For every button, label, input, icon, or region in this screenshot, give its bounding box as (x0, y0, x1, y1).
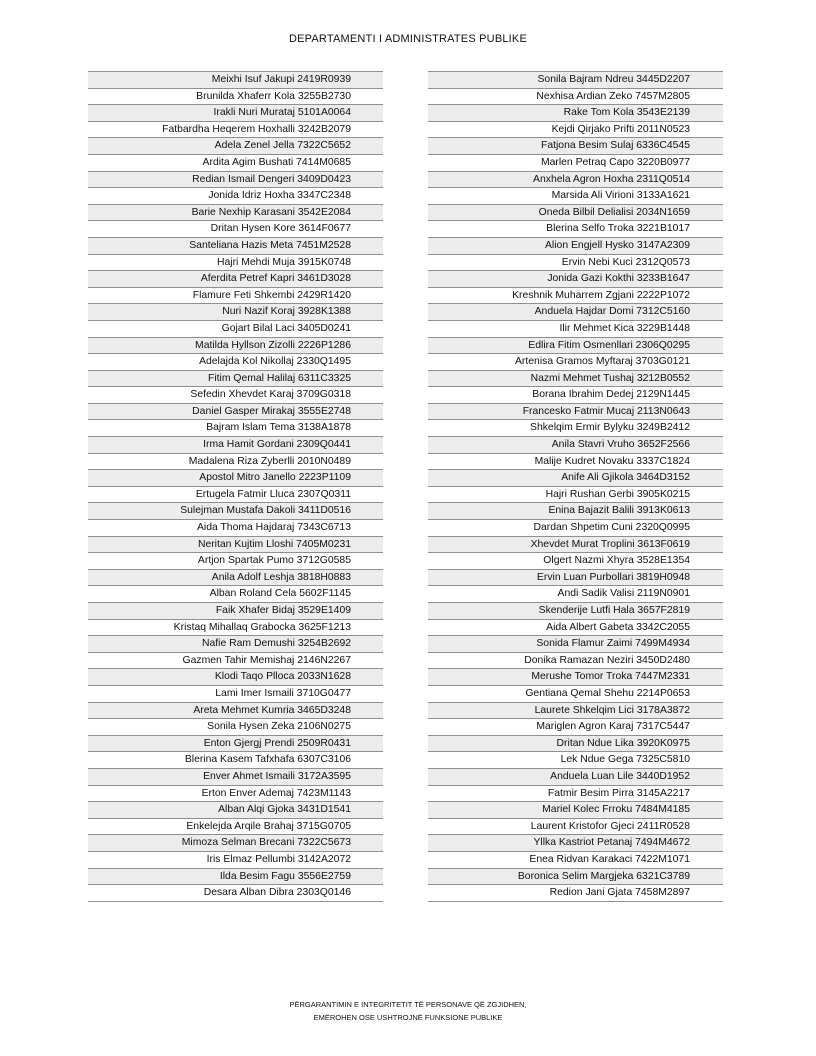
list-row: Flamure Feti Shkembi 2429R1420 (88, 288, 383, 305)
list-row: Redian Ismail Dengeri 3409D0423 (88, 172, 383, 189)
list-row: Adelajda Kol Nikollaj 2330Q1495 (88, 354, 383, 371)
list-row: Hajri Mehdi Muja 3915K0748 (88, 255, 383, 272)
list-row: Skenderije Lutfi Hala 3657F2819 (428, 603, 723, 620)
list-row: Barie Nexhip Karasani 3542E2084 (88, 205, 383, 222)
list-row: Ervin Luan Purbollari 3819H0948 (428, 570, 723, 587)
list-row: Anife Ali Gjikola 3464D3152 (428, 470, 723, 487)
page-footer (0, 998, 816, 1024)
list-row: Artenisa Gramos Myftaraj 3703G0121 (428, 354, 723, 371)
footer-line-1: PËRGARANTIMIN E INTEGRITETIT TË PERSONAVE QË ZGJIDHEN, (289, 1000, 527, 1009)
list-row: Jonida Gazi Kokthi 3233B1647 (428, 271, 723, 288)
list-row: Sulejman Mustafa Dakoli 3411D0516 (88, 503, 383, 520)
list-row: Laurete Shkelqim Lici 3178A3872 (428, 703, 723, 720)
list-row: Neritan Kujtim Lloshi 7405M0231 (88, 537, 383, 554)
list-row: Iris Elmaz Pellumbi 3142A2072 (88, 852, 383, 869)
list-row: Alion Engjell Hysko 3147A2309 (428, 238, 723, 255)
list-row: Lek Ndue Gega 7325C5810 (428, 752, 723, 769)
list-row: Aferdita Petref Kapri 3461D3028 (88, 271, 383, 288)
list-row: Jonida Idriz Hoxha 3347C2348 (88, 188, 383, 205)
list-row: Anxhela Agron Hoxha 2311Q0514 (428, 172, 723, 189)
list-row: Adela Zenel Jella 7322C5652 (88, 138, 383, 155)
list-row: Blerina Kasem Tafxhafa 6307C3106 (88, 752, 383, 769)
list-row: Apostol Mitro Janello 2223P1109 (88, 470, 383, 487)
list-row: Klodi Taqo Plloca 2033N1628 (88, 669, 383, 686)
list-row: Anila Stavri Vruho 3652F2566 (428, 437, 723, 454)
list-row: Mariel Kolec Frroku 7484M4185 (428, 802, 723, 819)
list-row: Bajram Islam Tema 3138A1878 (88, 420, 383, 437)
list-row: Sonila Bajram Ndreu 3445D2207 (428, 72, 723, 89)
list-row: Lami Imer Ismaili 3710G0477 (88, 686, 383, 703)
list-row: Edlira Fitim Osmenllari 2306Q0295 (428, 338, 723, 355)
right-name-list (428, 71, 723, 902)
list-row: Irma Hamit Gordani 2309Q0441 (88, 437, 383, 454)
list-row: Donika Ramazan Neziri 3450D2480 (428, 653, 723, 670)
list-row: Sonila Hysen Zeka 2106N0275 (88, 719, 383, 736)
list-row: Enina Bajazit Balili 3913K0613 (428, 503, 723, 520)
list-row: Hajri Rushan Gerbi 3905K0215 (428, 487, 723, 504)
left-name-list (88, 71, 383, 902)
footer-line-2: EMËROHEN OSE USHTROJNË FUNKSIONE PUBLIKE (313, 1013, 503, 1022)
list-row: Brunilda Xhaferr Kola 3255B2730 (88, 89, 383, 106)
list-row: Alban Roland Cela 5602F1145 (88, 586, 383, 603)
list-row: Fatbardha Heqerem Hoxhalli 3242B2079 (88, 122, 383, 139)
list-row: Blerina Selfo Troka 3221B1017 (428, 221, 723, 238)
list-row: Ilir Mehmet Kica 3229B1448 (428, 321, 723, 338)
list-row: Fitim Qemal Halilaj 6311C3325 (88, 371, 383, 388)
list-row: Alban Alqi Gjoka 3431D1541 (88, 802, 383, 819)
list-row: Enver Ahmet Ismaili 3172A3595 (88, 769, 383, 786)
list-row: Areta Mehmet Kumria 3465D3248 (88, 703, 383, 720)
list-row: Nafie Ram Demushi 3254B2692 (88, 636, 383, 653)
list-row: Kristaq Mihallaq Grabocka 3625F1213 (88, 620, 383, 637)
list-row: Enkelejda Arqile Brahaj 3715G0705 (88, 819, 383, 836)
list-row: Ertugela Fatmir Lluca 2307Q0311 (88, 487, 383, 504)
list-row: Yllka Kastriot Petanaj 7494M4672 (428, 835, 723, 852)
list-row: Aida Albert Gabeta 3342C2055 (428, 620, 723, 637)
list-row: Borana Ibrahim Dedej 2129N1445 (428, 387, 723, 404)
list-row: Nuri Nazif Koraj 3928K1388 (88, 304, 383, 321)
list-row: Fatmir Besim Pirra 3145A2217 (428, 786, 723, 803)
list-row: Fatjona Besim Sulaj 6336C4545 (428, 138, 723, 155)
list-row: Laurent Kristofor Gjeci 2411R0528 (428, 819, 723, 836)
list-row: Merushe Tomor Troka 7447M2331 (428, 669, 723, 686)
list-row: Dritan Ndue Lika 3920K0975 (428, 736, 723, 753)
list-row: Andi Sadik Valisi 2119N0901 (428, 586, 723, 603)
list-row: Faik Xhafer Bidaj 3529E1409 (88, 603, 383, 620)
list-row: Dardan Shpetim Cuni 2320Q0995 (428, 520, 723, 537)
list-row: Desara Alban Dibra 2303Q0146 (88, 885, 383, 902)
list-row: Ardita Agim Bushati 7414M0685 (88, 155, 383, 172)
list-row: Erton Enver Ademaj 7423M1143 (88, 786, 383, 803)
list-row: Enton Gjergj Prendi 2509R0431 (88, 736, 383, 753)
list-row: Nexhisa Ardian Zeko 7457M2805 (428, 89, 723, 106)
list-row: Dritan Hysen Kore 3614F0677 (88, 221, 383, 238)
list-row: Mimoza Selman Brecani 7322C5673 (88, 835, 383, 852)
list-row: Shkelqim Ermir Bylyku 3249B2412 (428, 420, 723, 437)
list-row: Matilda Hyllson Zizolli 2226P1286 (88, 338, 383, 355)
list-row: Sefedin Xhevdet Karaj 3709G0318 (88, 387, 383, 404)
list-row: Marlen Petraq Capo 3220B0977 (428, 155, 723, 172)
list-row: Gazmen Tahir Memishaj 2146N2267 (88, 653, 383, 670)
list-row: Kreshnik Muharrem Zgjani 2222P1072 (428, 288, 723, 305)
list-row: Meixhi Isuf Jakupi 2419R0939 (88, 72, 383, 89)
list-row: Anila Adolf Leshja 3818H0883 (88, 570, 383, 587)
list-row: Rake Tom Kola 3543E2139 (428, 105, 723, 122)
list-row: Santeliana Hazis Meta 7451M2528 (88, 238, 383, 255)
list-row: Anduela Luan Lile 3440D1952 (428, 769, 723, 786)
list-row: Daniel Gasper Mirakaj 3555E2748 (88, 404, 383, 421)
list-row: Ervin Nebi Kuci 2312Q0573 (428, 255, 723, 272)
list-row: Xhevdet Murat Troplini 3613F0619 (428, 537, 723, 554)
list-row: Mariglen Agron Karaj 7317C5447 (428, 719, 723, 736)
list-row: Marsida Ali Virioni 3133A1621 (428, 188, 723, 205)
list-row: Enea Ridvan Karakaci 7422M1071 (428, 852, 723, 869)
list-row: Malije Kudret Novaku 3337C1824 (428, 454, 723, 471)
list-row: Oneda Bilbil Delialisi 2034N1659 (428, 205, 723, 222)
list-row: Irakli Nuri Murataj 5101A0064 (88, 105, 383, 122)
list-row: Olgert Nazmi Xhyra 3528E1354 (428, 553, 723, 570)
list-row: Artjon Spartak Pumo 3712G0585 (88, 553, 383, 570)
page-title: DEPARTAMENTI I ADMINISTRATES PUBLIKE (288, 33, 528, 45)
list-row: Kejdi Qirjako Prifti 2011N0523 (428, 122, 723, 139)
list-row: Aida Thoma Hajdaraj 7343C6713 (88, 520, 383, 537)
list-row: Anduela Hajdar Domi 7312C5160 (428, 304, 723, 321)
list-row: Boronica Selim Margjeka 6321C3789 (428, 869, 723, 886)
list-row: Madalena Riza Zyberlli 2010N0489 (88, 454, 383, 471)
list-row: Sonida Flamur Zaimi 7499M4934 (428, 636, 723, 653)
list-row: Ilda Besim Fagu 3556E2759 (88, 869, 383, 886)
list-row: Redion Jani Gjata 7458M2897 (428, 885, 723, 902)
list-row: Francesko Fatmir Mucaj 2113N0643 (428, 404, 723, 421)
list-row: Gojart Bilal Laci 3405D0241 (88, 321, 383, 338)
list-row: Gentiana Qemal Shehu 2214P0653 (428, 686, 723, 703)
list-row: Nazmi Mehmet Tushaj 3212B0552 (428, 371, 723, 388)
